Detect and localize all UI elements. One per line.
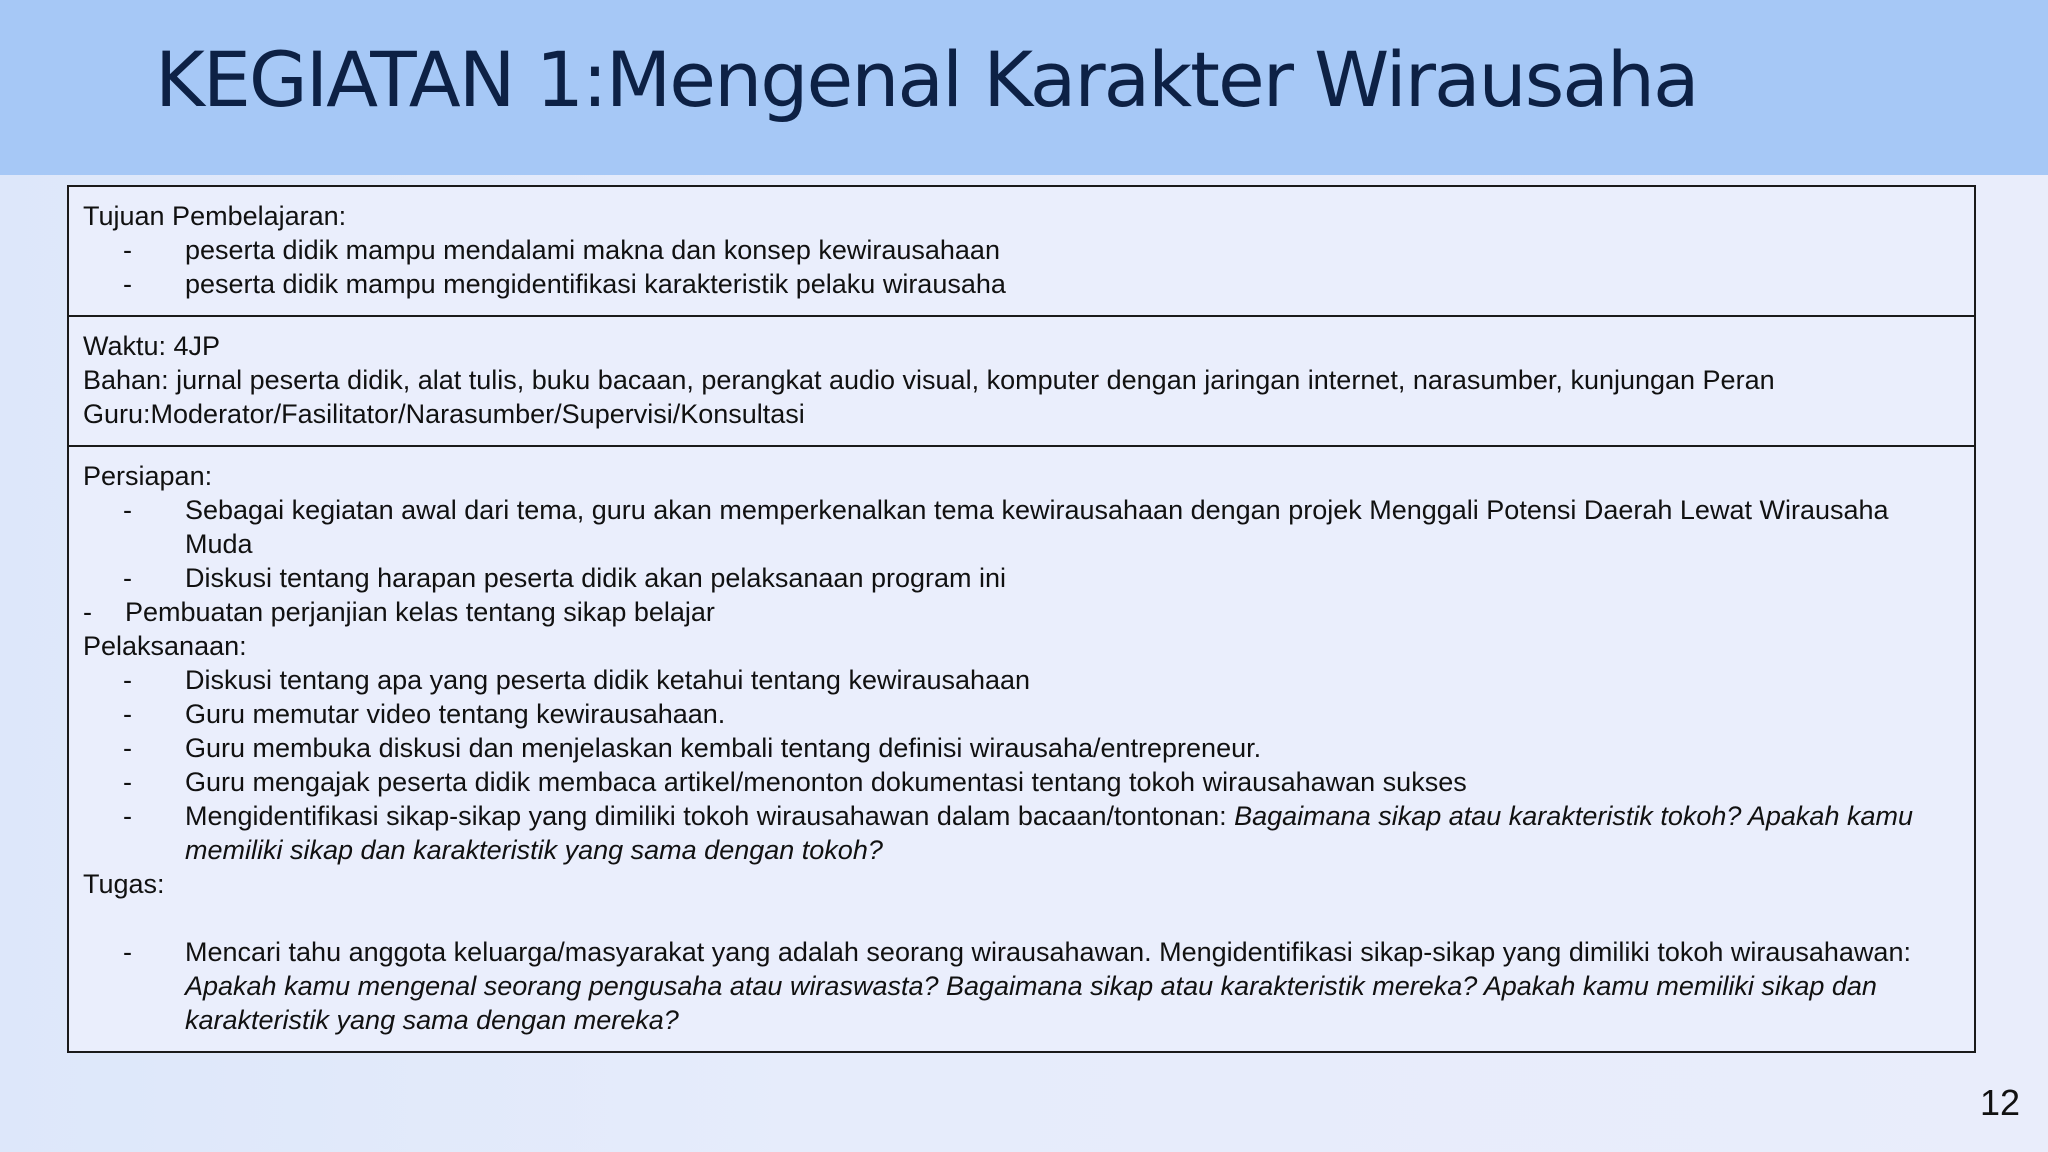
- dash-marker: -: [123, 699, 132, 729]
- dash-marker: -: [123, 937, 132, 967]
- tujuan-item: [83, 267, 1960, 301]
- waktu-text: Waktu: 4JP: [83, 331, 221, 361]
- persiapan-flat-item-text: Pembuatan perjanjian kelas tentang sikap belajar: [125, 597, 715, 627]
- dash-marker: -: [123, 269, 132, 299]
- persiapan-item-text: Diskusi tentang harapan peserta didik akan pelaksanaan program ini: [185, 563, 1007, 593]
- bahan-text: Bahan: jurnal peserta didik, alat tulis, buku bacaan, perangkat audio visual, komputer dengan jaringan internet, narasumber, kunjungan Peran: [83, 365, 1775, 395]
- spacer: [83, 901, 1960, 935]
- pelaksanaan-item: [83, 697, 1960, 731]
- dash-marker: -: [123, 801, 132, 831]
- pelaksanaan-item-text: Diskusi tentang apa yang peserta didik ketahui tentang kewirausahaan: [185, 665, 1031, 695]
- kegiatan-cell: [69, 447, 1974, 1051]
- pelaksanaan-item: [83, 731, 1960, 765]
- dash-marker: -: [123, 767, 132, 797]
- tugas-heading: Tugas:: [83, 869, 165, 899]
- persiapan-flat-item: [83, 595, 1960, 629]
- tugas-question: Apakah kamu mengenal seorang pengusaha atau wiraswasta? Bagaimana sikap atau karakteristik mereka? Apakah kamu memiliki sikap dan karakteristik yang sama dengan mereka?: [185, 971, 1877, 1035]
- dash-marker: -: [123, 733, 132, 763]
- info-cell: [69, 317, 1974, 447]
- pelaksanaan-item: [83, 663, 1960, 697]
- dash-marker: -: [123, 235, 132, 265]
- dash-marker: -: [83, 597, 92, 627]
- dash-marker: -: [123, 495, 132, 525]
- slide-title: KEGIATAN 1:Mengenal Karakter Wirausaha: [155, 35, 1698, 124]
- pelaksanaan-item: [83, 765, 1960, 799]
- tujuan-item-text: peserta didik mampu mengidentifikasi karakteristik pelaku wirausaha: [185, 269, 1006, 299]
- pelaksanaan-item-text: Guru mengajak peserta didik membaca artikel/menonton dokumentasi tentang tokoh wirausahawan sukses: [185, 767, 1467, 797]
- pelaksanaan-item: [83, 799, 1960, 867]
- persiapan-item-text: Sebagai kegiatan awal dari tema, guru akan memperkenalkan tema kewirausahaan dengan projek Menggali Potensi Daerah Lewat Wirausaha Muda: [185, 495, 1889, 559]
- persiapan-item: [83, 561, 1960, 595]
- tujuan-heading: Tujuan Pembelajaran:: [83, 201, 347, 231]
- tugas-text: Mencari tahu anggota keluarga/masyarakat yang adalah seorang wirausahawan. Mengidentifikasi sikap-sikap yang dimiliki tokoh wirausahawan:: [185, 937, 1911, 967]
- identifikasi-text: Mengidentifikasi sikap-sikap yang dimiliki tokoh wirausahawan dalam bacaan/tontonan:: [185, 801, 1227, 831]
- activity-table: [67, 185, 1976, 1053]
- pelaksanaan-item-text: Guru membuka diskusi dan menjelaskan kembali tentang definisi wirausaha/entrepreneur.: [185, 733, 1262, 763]
- identifikasi-question: Bagaimana sikap atau karakteristik tokoh? Apakah kamu memiliki sikap dan karakteristik yang sama dengan tokoh?: [185, 801, 1913, 865]
- pelaksanaan-heading: Pelaksanaan:: [83, 631, 247, 661]
- tujuan-item: [83, 233, 1960, 267]
- persiapan-heading: Persiapan:: [83, 461, 213, 491]
- title-banner: [0, 0, 2048, 175]
- tugas-item: [83, 935, 1960, 1037]
- tujuan-item-text: peserta didik mampu mendalami makna dan konsep kewirausahaan: [185, 235, 1000, 265]
- dash-marker: -: [123, 563, 132, 593]
- persiapan-item: [83, 493, 1960, 561]
- peran-text: Guru:Moderator/Fasilitator/Narasumber/Supervisi/Konsultasi: [83, 399, 805, 429]
- tujuan-cell: [69, 187, 1974, 317]
- pelaksanaan-item-text: Guru memutar video tentang kewirausahaan.: [185, 699, 726, 729]
- page-number: 12: [1979, 1082, 2020, 1123]
- dash-marker: -: [123, 665, 132, 695]
